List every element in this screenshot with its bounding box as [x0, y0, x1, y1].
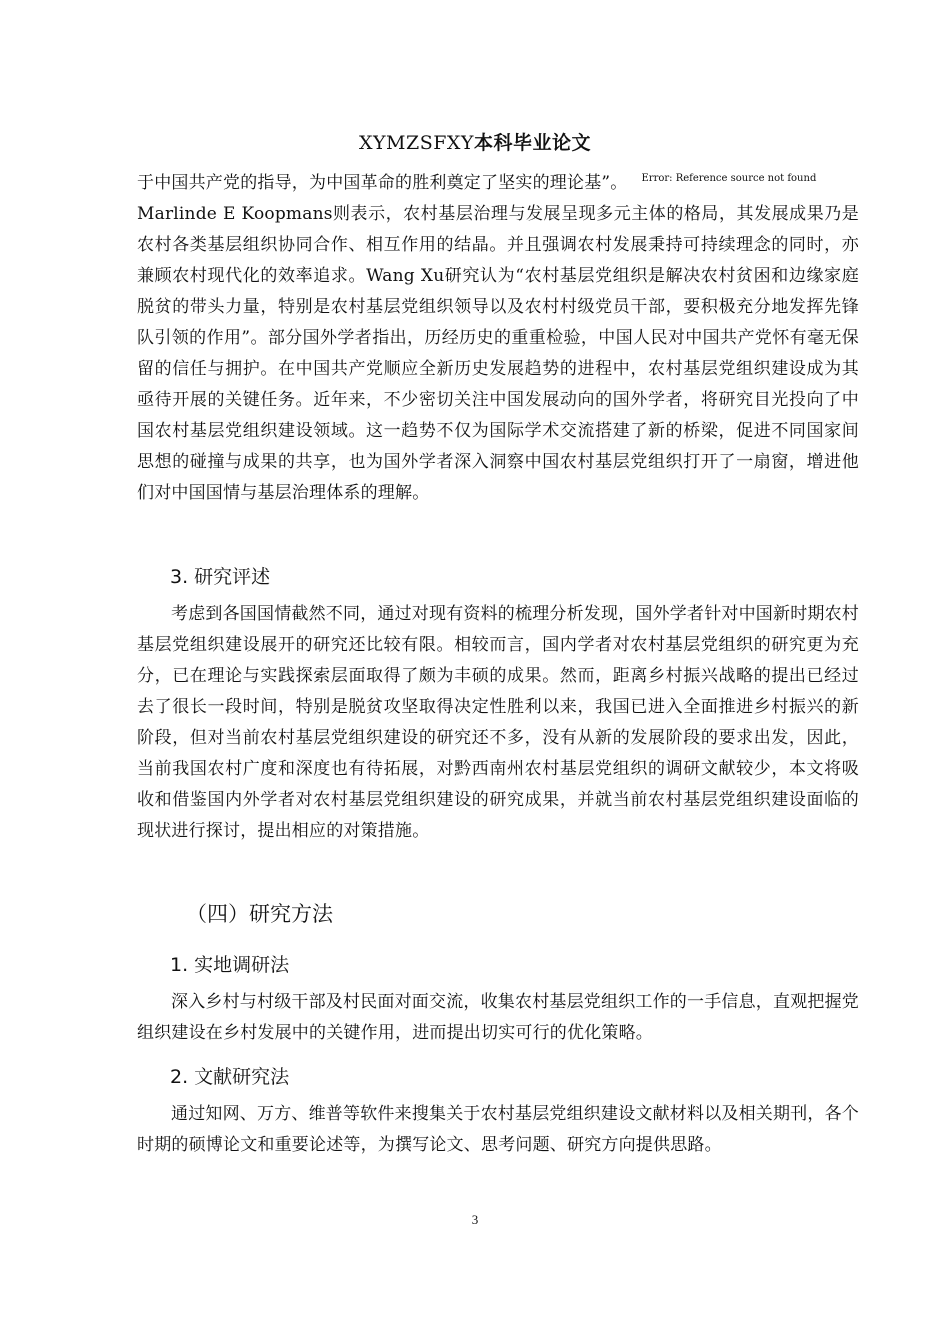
page-number: 3	[471, 1212, 479, 1227]
method-heading-literature: 2. 文献研究法	[170, 1066, 290, 1088]
paragraph-literature	[137, 1099, 859, 1161]
header-chinese: 本科毕业论文	[473, 132, 591, 154]
paragraph-review	[137, 599, 859, 847]
paragraph-text: 考虑到各国国情截然不同，通过对现有资料的梳理分析发现，国外学者针对中国新时期农村基层党组织建设展开的研究还比较有限。相较而言，国内学者对农村基层党组织的研究更为充分，已在理论与实践探索层面取得了颇为丰硕的成果。然而，距离乡村振兴战略的提出已经过去了很长一段时间，特别是脱贫攻坚取得决定性胜利以来，我国已进入全面推进乡村振兴的新阶段，但对当前农村基层党组织建设的研究还不多，没有从新的发展阶段的要求出发，因此，当前我国农村广度和深度也有待拓展，对黔西南州农村基层党组织的调研文献较少，本文将吸收和借鉴国内外学者对农村基层党组织建设的研究成果，并就当前农村基层党组织建设面临的现状进行探讨，提出相应的对策措施。	[137, 604, 859, 841]
method-heading-fieldwork: 1. 实地调研法	[170, 954, 290, 976]
section-heading-methods: （四）研究方法	[186, 902, 333, 926]
paragraph-line-intro	[137, 168, 859, 199]
paragraph-text: 通过知网、万方、维普等软件来搜集关于农村基层党组织建设文献材料以及相关期刊，各个时期的硕博论文和重要论述等，为撰写论文、思考问题、研究方向提供思路。	[137, 1104, 859, 1155]
running-header	[0, 130, 950, 156]
reference-error: Error: Reference source not found	[641, 173, 817, 185]
header-latin: XYMZSFXY	[358, 132, 474, 154]
section-heading-review: 3. 研究评述	[170, 566, 271, 588]
paragraph-foreign-research	[137, 168, 859, 509]
paragraph-text: 深入乡村与村级干部及村民面对面交流，收集农村基层党组织工作的一手信息，直观把握党组织建设在乡村发展中的关键作用，进而提出切实可行的优化策略。	[137, 992, 859, 1043]
paragraph-text-continued: Marlinde E Koopmans则表示，农村基层治理与发展呈现多元主体的格局，其发展成果乃是农村各类基层组织协同合作、相互作用的结晶。并且强调农村发展秉持可持续理念的同时，亦兼顾农村现代化的效率追求。Wang Xu研究认为“农村基层党组织是解决农村贫困和边缘家庭脱贫的带头力量，特别是农村基层党组织领导以及农村村级党员干部，要积极充分地发挥先锋队引领的作用”。部分国外学者指出，历经历史的重重检验，中国人民对中国共产党怀有毫无保留的信任与拥护。在中国共产党顺应全新历史发展趋势的进程中，农村基层党组织建设成为其亟待开展的关键任务。近年来，不少密切关注中国发展动向的国外学者，将研究目光投向了中国农村基层党组织建设领域。这一趋势不仅为国际学术交流搭建了新的桥梁，促进不同国家间思想的碰撞与成果的共享，也为国外学者深入洞察中国农村基层党组织打开了一扇窗，增进他们对中国国情与基层治理体系的理解。	[137, 204, 859, 503]
paragraph-fieldwork	[137, 987, 859, 1049]
paragraph-text: 于中国共产党的指导，为中国革命的胜利奠定了坚实的理论基”。	[137, 173, 628, 193]
